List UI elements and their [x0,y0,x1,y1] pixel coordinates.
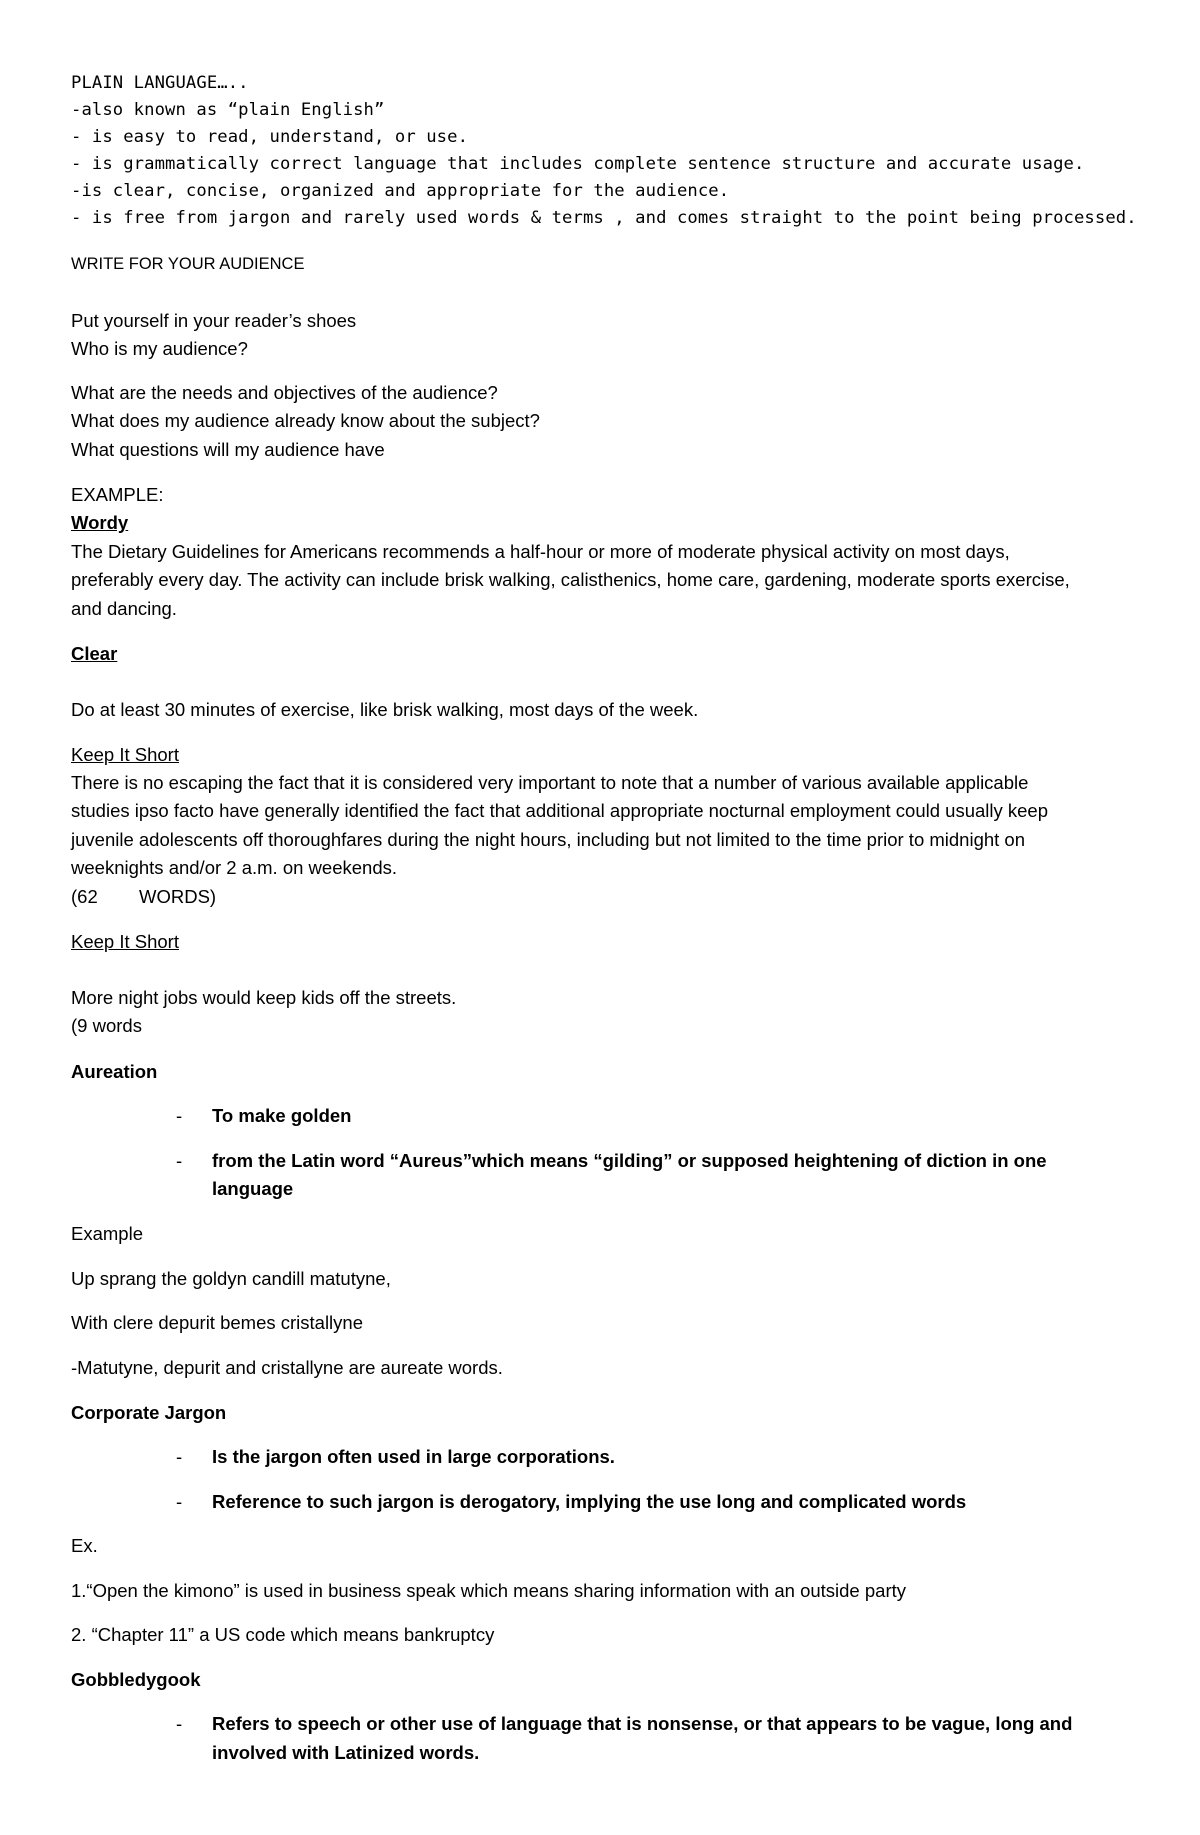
clear-text: Do at least 30 minutes of exercise, like brisk walking, most days of the week. [71,699,699,720]
intro-line: - is grammatically correct language that includes complete sentence structure and accurate usage. [71,154,1085,174]
aureation-example-line: -Matutyne, depurit and cristallyne are aureate words. [71,1357,503,1378]
keep-short-line: juvenile adolescents off thoroughfares during the night hours, including but not limited to the time prior to midnight on [71,829,1026,850]
corporate-example: 2. “Chapter 11” a US code which means bankruptcy [71,1624,495,1645]
wordy-line: and dancing. [71,598,177,619]
ex-label: Ex. [71,1535,98,1556]
keep-short-label: Keep It Short [71,931,179,952]
audience-line: Who is my audience? [71,338,248,359]
clear-label: Clear [71,643,118,664]
intro-line: - is free from jargon and rarely used words & terms , and comes straight to the point being processed. [71,208,1137,228]
bullet-marker: - [176,1713,183,1734]
audience-heading: WRITE FOR YOUR AUDIENCE [71,255,305,273]
word-count-number: (62 [71,886,98,907]
bullet-marker: - [176,1105,183,1126]
intro-line: -is clear, concise, organized and appropriate for the audience. [71,181,730,201]
word-count-unit: WORDS) [139,886,217,907]
aureation-example-line: With clere depurit bemes cristallyne [71,1312,363,1333]
aureation-bullet-continued: language [212,1178,294,1199]
keep-short-label: Keep It Short [71,744,179,765]
word-count [71,888,216,907]
corporate-bullet: Is the jargon often used in large corporations. [212,1446,615,1467]
wordy-line: preferably every day. The activity can include brisk walking, calisthenics, home care, gardening, moderate sports exercise, [71,569,1070,590]
aureation-heading: Aureation [71,1061,158,1082]
bullet-marker: - [176,1491,183,1512]
keep-short-line: studies ipso facto have generally identified the fact that additional appropriate nocturnal employment could usually keep [71,800,1048,821]
keep-short-line: weeknights and/or 2 a.m. on weekends. [71,857,397,878]
audience-line: Put yourself in your reader’s shoes [71,310,357,331]
corporate-example: 1.“Open the kimono” is used in business speak which means sharing information with an outside party [71,1580,906,1601]
intro-line: - is easy to read, understand, or use. [71,127,469,147]
plain-language-heading: PLAIN LANGUAGE….. [71,73,249,93]
audience-line: What questions will my audience have [71,439,385,460]
corporate-jargon-heading: Corporate Jargon [71,1402,227,1423]
keep-short-line: There is no escaping the fact that it is considered very important to note that a number of various available applicable [71,772,1029,793]
audience-line: What does my audience already know about the subject? [71,410,540,431]
gobbledygook-bullet: Refers to speech or other use of language that is nonsense, or that appears to be vague, long and [212,1713,1073,1734]
example-label: Example [71,1223,143,1244]
aureation-example-line: Up sprang the goldyn candill matutyne, [71,1268,391,1289]
word-count: (9 words [71,1015,142,1036]
example-label: EXAMPLE: [71,484,164,505]
aureation-bullet: To make golden [212,1105,352,1126]
wordy-label: Wordy [71,512,129,533]
intro-line: -also known as “plain English” [71,100,385,120]
bullet-marker: - [176,1150,183,1171]
bullet-marker: - [176,1446,183,1467]
gobbledygook-heading: Gobbledygook [71,1669,201,1690]
corporate-bullet: Reference to such jargon is derogatory, implying the use long and complicated words [212,1491,967,1512]
keep-short-text: More night jobs would keep kids off the streets. [71,987,457,1008]
wordy-line: The Dietary Guidelines for Americans recommends a half-hour or more of moderate physical activity on most days, [71,541,1010,562]
audience-line: What are the needs and objectives of the audience? [71,382,498,403]
gobbledygook-bullet-continued: involved with Latinized words. [212,1742,480,1763]
aureation-bullet: from the Latin word “Aureus”which means “gilding” or supposed heightening of diction in one [212,1150,1047,1171]
